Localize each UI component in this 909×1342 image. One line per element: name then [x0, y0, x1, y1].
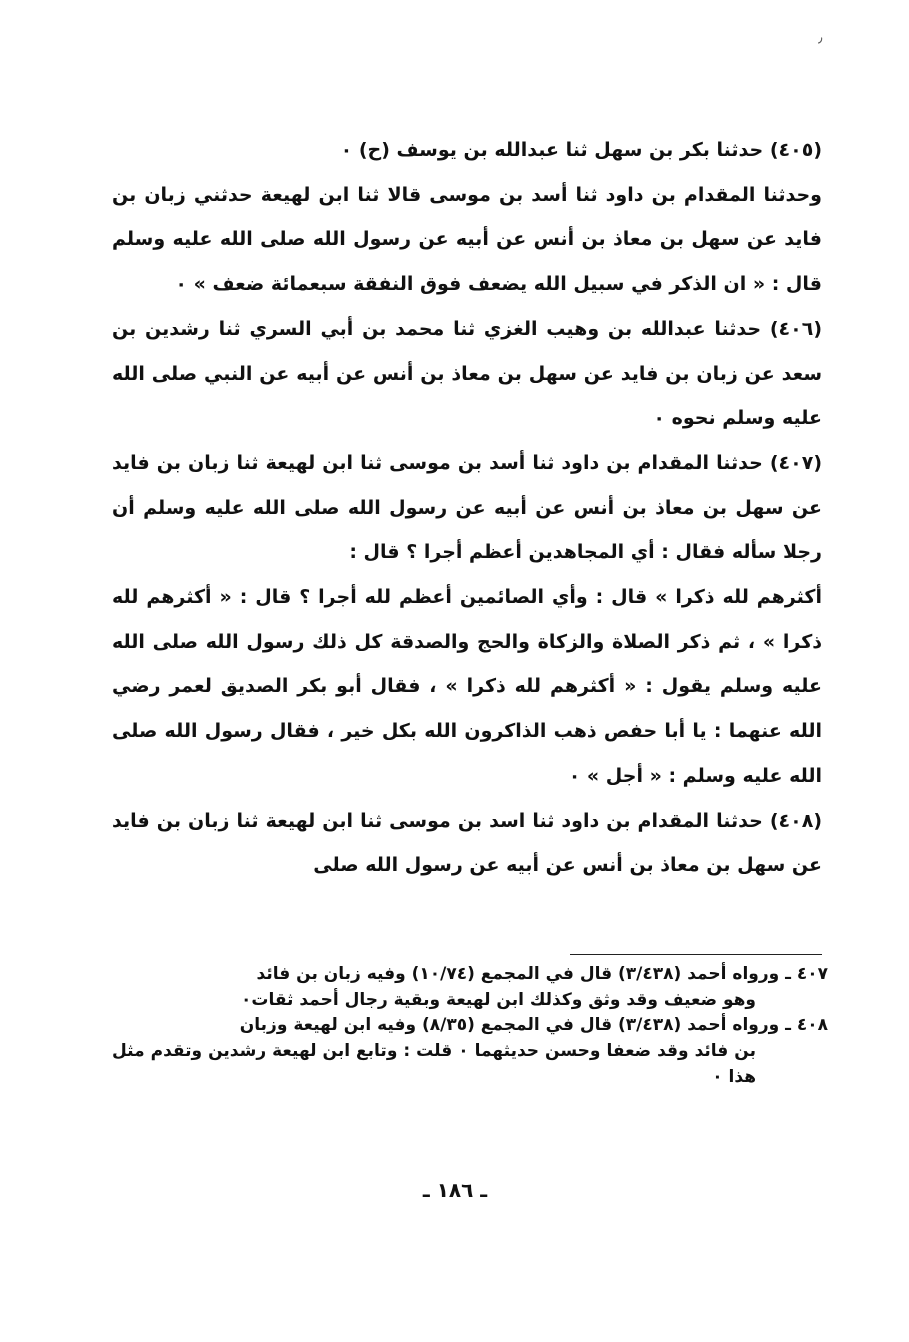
hadith-406: (٤٠٦) حدثنا عبدالله بن وهيب الغزي ثنا محمد بن أبي السري ثنا رشدين بن سعد عن زبان بن فايد عن سهل بن معاذ بن أنس عن أبيه عن النبي صلى الله عليه وسلم نحوه ٠ — [112, 317, 822, 430]
hadith-405-body: وحدثنا المقدام بن داود ثنا أسد بن موسى قالا ثنا ابن لهيعة حدثني زبان بن فايد عن سهل بن معاذ بن أنس عن أبيه عن رسول الله صلى الله عليه وسلم قال : « ان الذكر في سبيل الله يضعف فوق النفقة سبعمائة ضعف » ٠ — [112, 183, 822, 296]
footnote-divider — [570, 954, 822, 955]
hadith-408: (٤٠٨) حدثنا المقدام بن داود ثنا اسد بن موسى ثنا ابن لهيعة ثنا زبان بن فايد عن سهل بن معاذ بن أنس عن أبيه عن رسول الله صلى — [112, 809, 822, 877]
page-number: ـ ١٨٦ ـ — [422, 1178, 488, 1202]
hadith-text — [112, 128, 822, 888]
footnote-408-continued: بن فائد وقد ضعفا وحسن حديثهما ٠ قلت : وتابع ابن لهيعة رشدين وتقدم مثل هذا ٠ — [112, 1041, 756, 1087]
hadith-407: (٤٠٧) حدثنا المقدام بن داود ثنا أسد بن موسى ثنا ابن لهيعة ثنا زبان بن فايد عن سهل بن معاذ بن أنس عن أبيه عن رسول الله صلى الله عليه وسلم أن رجلا سأله فقال : أي المجاهدين أعظم أجرا ؟ قال : — [112, 451, 822, 564]
footnote-407-continued: وهو ضعيف وقد وثق وكذلك ابن لهيعة وبقية رجال أحمد ثقات٠ — [240, 989, 756, 1010]
hadith-407-continued: أكثرهم لله ذكرا » قال : وأي الصائمين أعظم لله أجرا ؟ قال : « أكثرهم لله ذكرا » ، ثم ذكر الصلاة والزكاة والحج والصدقة كل ذلك رسول الله صلى الله عليه وسلم يقول : « أكثرهم لله ذكرا » ، فقال أبو بكر الصديق لعمر رضي الله عنهما : يا أبا حفص ذهب الذاكرون الله بكل خير ، فقال رسول الله صلى الله عليه وسلم : « أجل » ٠ — [112, 586, 822, 787]
footnote-408: ٤٠٨ ـ ورواه أحمد (٣/٤٣٨) قال في المجمع (٨/٣٥) وفيه ابن لهيعة وزبان — [239, 1015, 828, 1036]
hadith-405-header: (٤٠٥) حدثنا بكر بن سهل ثنا عبدالله بن يوسف (ح) ٠ — [340, 139, 822, 161]
footnote-407: ٤٠٧ ـ ورواه أحمد (٣/٤٣٨) قال في المجمع (١٠/٧٤) وفيه زبان بن فائد — [256, 964, 828, 984]
corner-mark: ٫ — [818, 30, 823, 46]
footnotes — [112, 962, 828, 1091]
